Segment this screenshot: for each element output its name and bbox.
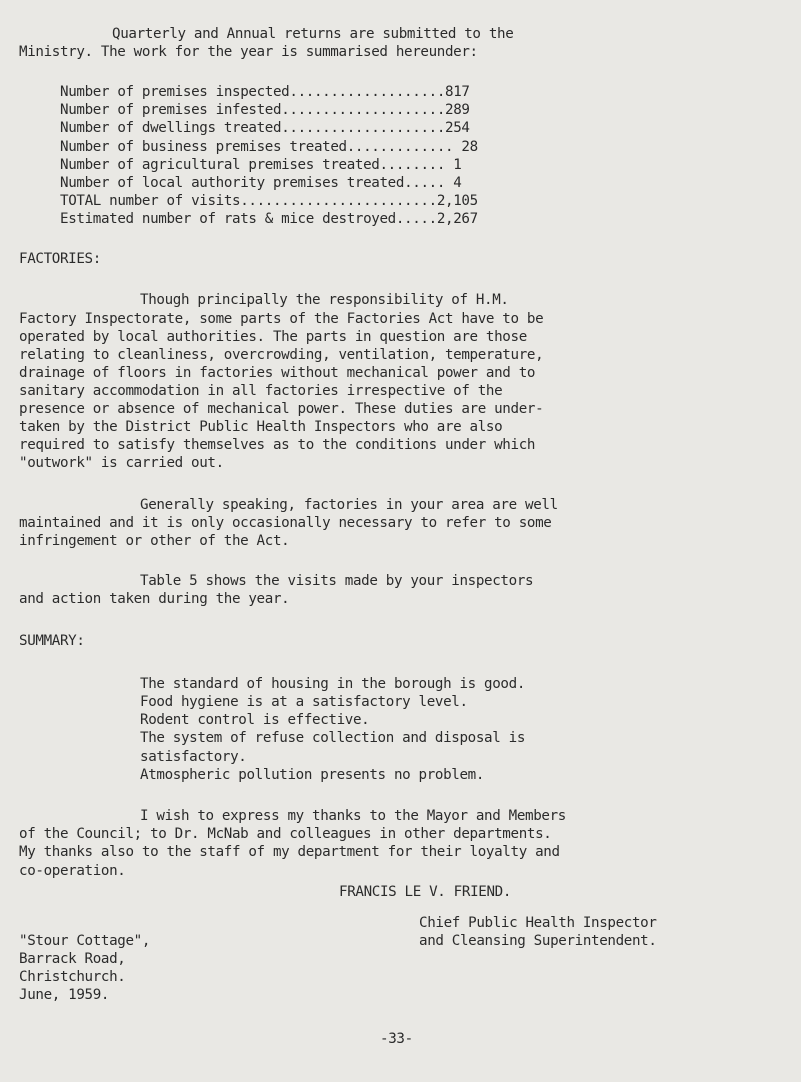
- paragraph-line: presence or absence of mechanical power. These duties are under-: [19, 401, 544, 417]
- stat-label: Number of dwellings treated: [60, 120, 282, 136]
- stat-value: 2,267: [436, 211, 478, 227]
- summary-item: The system of refuse collection and disposal is: [140, 730, 526, 746]
- paragraph-line: Though principally the responsibility of H.M.: [140, 292, 509, 308]
- signature-name: FRANCIS LE V. FRIEND.: [339, 884, 512, 900]
- stat-dots: ...................: [289, 84, 446, 100]
- stat-dots: ....................: [281, 120, 446, 136]
- stat-dots: ........................: [240, 193, 437, 209]
- stat-row: [60, 174, 461, 192]
- stat-dots: ........: [379, 157, 454, 173]
- stat-row: [60, 101, 470, 119]
- stat-label: TOTAL number of visits: [60, 193, 241, 209]
- stat-label: Number of local authority premises treated: [60, 175, 405, 191]
- stat-row: [60, 83, 470, 101]
- address-line: Christchurch.: [19, 969, 126, 985]
- summary-item: Food hygiene is at a satisfactory level.: [140, 694, 468, 710]
- stat-value: 1: [453, 157, 462, 173]
- paragraph-line: Factory Inspectorate, some parts of the Factories Act have to be: [19, 311, 544, 327]
- paragraph-line: Generally speaking, factories in your area are well: [140, 497, 558, 513]
- paragraph-line: maintained and it is only occasionally necessary to refer to some: [19, 515, 552, 531]
- summary-item: The standard of housing in the borough is good.: [140, 676, 526, 692]
- stat-row: [60, 156, 461, 174]
- paragraph-line: required to satisfy themselves as to the conditions under which: [19, 437, 536, 453]
- stat-value: 2,105: [436, 193, 478, 209]
- address-line: "Stour Cottage",: [19, 933, 151, 949]
- paragraph-line: sanitary accommodation in all factories irrespective of the: [19, 383, 503, 399]
- paragraph-line: operated by local authorities. The parts in question are those: [19, 329, 527, 345]
- stat-dots: .............: [346, 139, 462, 155]
- factories-heading: FACTORIES:: [19, 251, 101, 267]
- stat-row: [60, 192, 478, 210]
- stat-value: 289: [445, 102, 470, 118]
- signature-title-1: Chief Public Health Inspector: [419, 915, 657, 931]
- stat-value: 28: [461, 139, 478, 155]
- paragraph-line: of the Council; to Dr. McNab and colleagues in other departments.: [19, 826, 552, 842]
- paragraph-line: "outwork" is carried out.: [19, 455, 224, 471]
- paragraph-line: co-operation.: [19, 863, 126, 879]
- stat-value: 817: [445, 84, 470, 100]
- intro-line-2: Ministry. The work for the year is summarised hereunder:: [19, 44, 478, 60]
- stat-dots: .....: [404, 175, 454, 191]
- paragraph-line: infringement or other of the Act.: [19, 533, 290, 549]
- stat-label: Number of premises infested: [60, 102, 282, 118]
- stat-row: [60, 119, 470, 137]
- stat-dots: ....................: [281, 102, 446, 118]
- address-line: June, 1959.: [19, 987, 110, 1003]
- stat-label: Number of premises inspected: [60, 84, 290, 100]
- stat-label: Number of business premises treated: [60, 139, 347, 155]
- stat-value: 4: [453, 175, 462, 191]
- summary-item: satisfactory.: [140, 749, 247, 765]
- summary-item: Rodent control is effective.: [140, 712, 370, 728]
- paragraph-line: I wish to express my thanks to the Mayor and Members: [140, 808, 566, 824]
- paragraph-line: Table 5 shows the visits made by your inspectors: [140, 573, 534, 589]
- paragraph-line: My thanks also to the staff of my department for their loyalty and: [19, 844, 560, 860]
- summary-heading: SUMMARY:: [19, 633, 85, 649]
- address-line: Barrack Road,: [19, 951, 126, 967]
- stat-row: [60, 138, 478, 156]
- signature-title-2: and Cleansing Superintendent.: [419, 933, 657, 949]
- paragraph-line: relating to cleanliness, overcrowding, ventilation, temperature,: [19, 347, 544, 363]
- stat-label: Number of agricultural premises treated: [60, 157, 380, 173]
- paragraph-line: and action taken during the year.: [19, 591, 290, 607]
- intro-line-1: Quarterly and Annual returns are submitted to the: [112, 26, 514, 42]
- stat-dots: .....: [395, 211, 437, 227]
- summary-item: Atmospheric pollution presents no problem.: [140, 767, 485, 783]
- stat-row: [60, 210, 478, 228]
- paragraph-line: drainage of floors in factories without mechanical power and to: [19, 365, 536, 381]
- paragraph-line: taken by the District Public Health Inspectors who are also: [19, 419, 503, 435]
- stat-label: Estimated number of rats & mice destroyed: [60, 211, 396, 227]
- stat-value: 254: [445, 120, 470, 136]
- page-number: -33-: [380, 1031, 413, 1047]
